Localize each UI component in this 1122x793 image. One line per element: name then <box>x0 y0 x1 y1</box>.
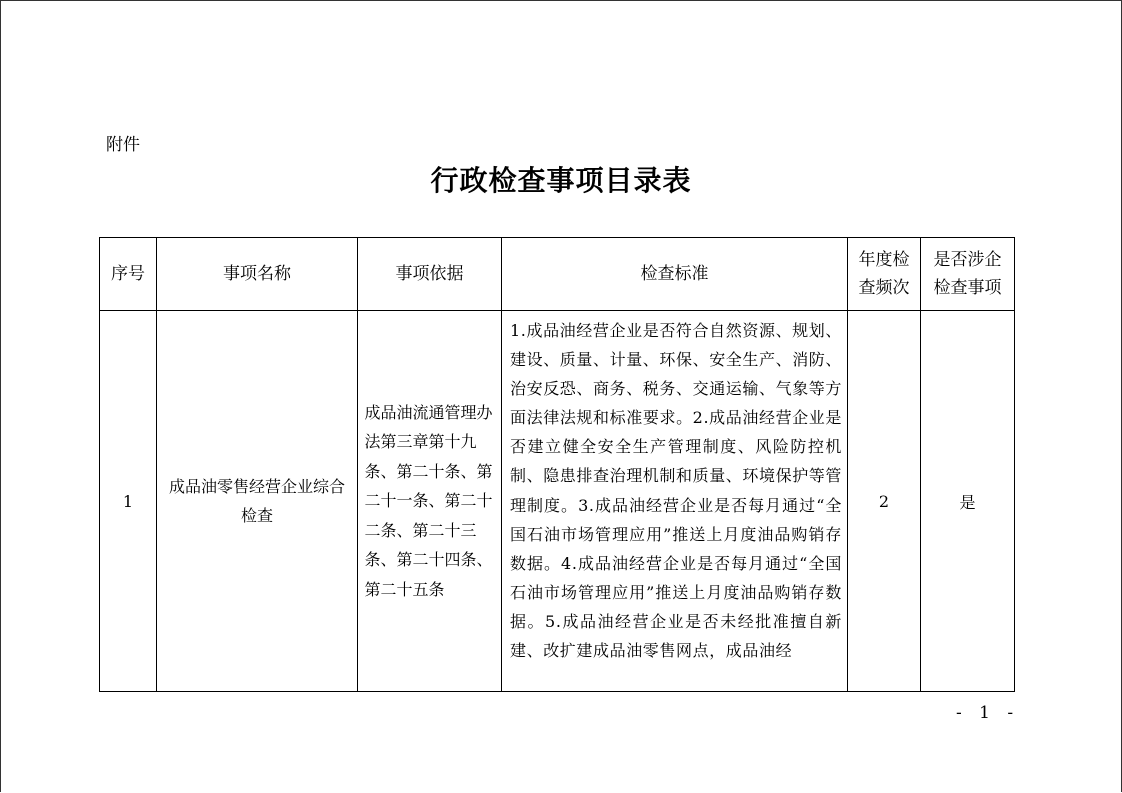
row-enterprise: 是 <box>921 311 1015 692</box>
header-enterprise: 是否涉企检查事项 <box>921 238 1015 311</box>
header-standard: 检查标准 <box>502 238 848 311</box>
row-name: 成品油零售经营企业综合检查 <box>169 477 346 525</box>
header-frequency: 年度检查频次 <box>848 238 921 311</box>
row-basis-cell <box>358 311 502 692</box>
header-basis: 事项依据 <box>358 238 502 311</box>
row-name-cell <box>157 311 358 692</box>
row-standard-cell <box>502 311 848 692</box>
table-header-row <box>100 238 1015 311</box>
row-index: 1 <box>100 311 157 692</box>
attachment-label: 附件 <box>106 135 140 155</box>
row-basis: 成品油流通管理办法第三章第十九条、第二十条、第二十一条、第二十二条、第二十三条、第二十四条、第二十五条 <box>364 402 493 599</box>
row-frequency: 2 <box>848 311 921 692</box>
header-name: 事项名称 <box>157 238 358 311</box>
inspection-catalog-table <box>99 237 1015 692</box>
page-number: - 1 - <box>956 703 1020 723</box>
page-title: 行政检查事项目录表 <box>430 164 692 197</box>
table-row <box>100 311 1015 692</box>
header-index: 序号 <box>100 238 157 311</box>
row-standard: 1.成品油经营企业是否符合自然资源、规划、建设、质量、计量、环保、安全生产、消防、治安反恐、商务、税务、交通运输、气象等方面法律法规和标准要求。2.成品油经营企业是否建立健全安全生产管理制度、风险防控机制、隐患排查治理机制和质量、环境保护等管理制度。3.成品油经营企业是否每月通过“全国石油市场管理应用”推送上月度油品购销存数据。4.成品油经营企业是否每月通过“全国石油市场管理应用”推送上月度油品购销存数据。5.成品油经营企业是否未经批准擅自新建、改扩建成品油零售网点，成品油经 <box>510 321 843 661</box>
